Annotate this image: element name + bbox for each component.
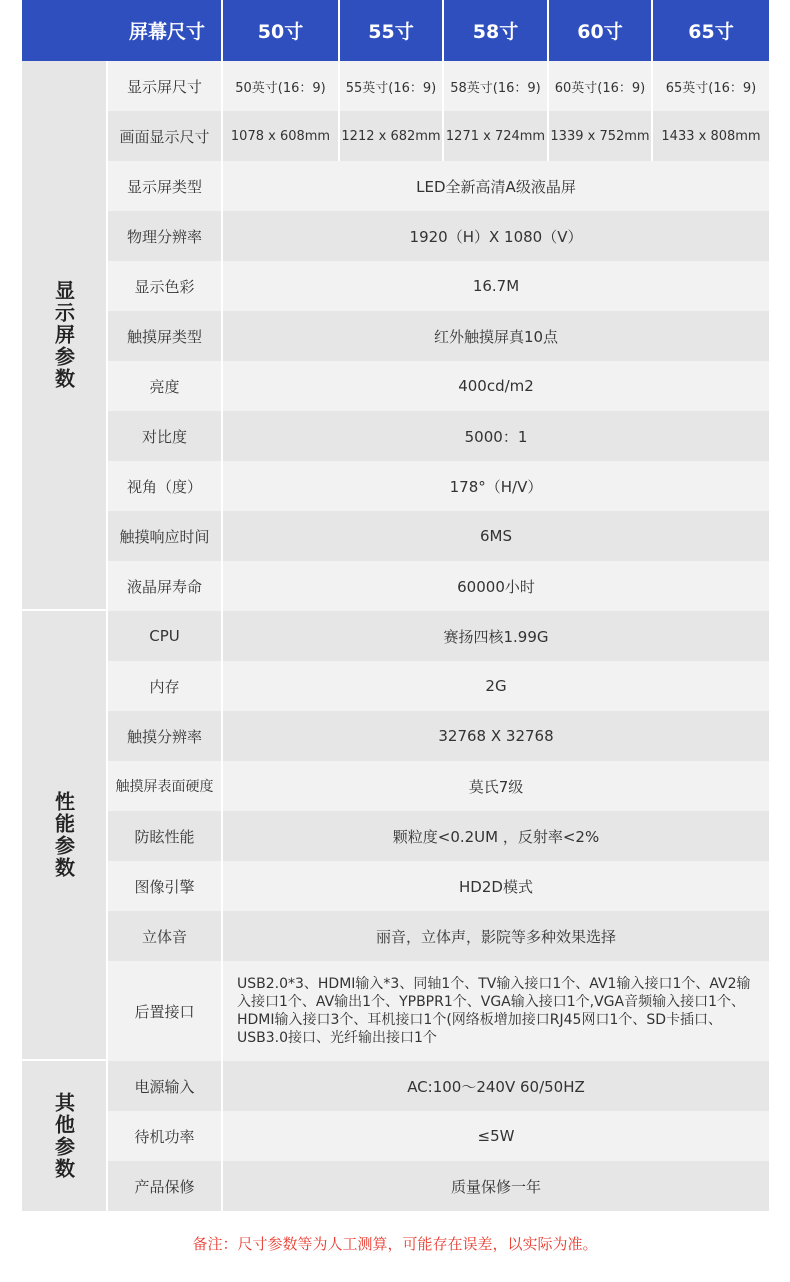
group-performance: 性能参数 [22,611,106,1061]
row-label: 对比度 [106,411,221,461]
cell-value: 400cd/m2 [221,361,769,411]
group-display: 显示屏参数 [22,61,106,611]
header-title: 屏幕尺寸 [106,0,221,61]
row-label: 电源输入 [106,1061,221,1111]
cell-value: LED全新高清A级液晶屏 [221,161,769,211]
header-size-55: 55寸 [338,0,442,61]
row-label: 触摸屏类型 [106,311,221,361]
header-spacer [22,0,106,61]
row-label: 液晶屏寿命 [106,561,221,611]
cell-value: 1339 x 752mm [547,111,651,161]
cell-value: 1078 x 608mm [221,111,338,161]
header-size-65: 65寸 [651,0,769,61]
footnote: 备注：尺寸参数等为人工测算，可能存在误差，以实际为准。 [192,1235,598,1253]
cell-value: 1920（H）X 1080（V） [221,211,769,261]
cell-value: 2G [221,661,769,711]
cell-value: 65英寸(16：9) [651,61,769,111]
cell-value: 60英寸(16：9) [547,61,651,111]
cell-value: AC:100～240V 60/50HZ [221,1061,769,1111]
cell-value: HD2D模式 [221,861,769,911]
cell-value: 颗粒度<0.2UM ，反射率<2% [221,811,769,861]
row-label: 触摸响应时间 [106,511,221,561]
row-label: 显示色彩 [106,261,221,311]
cell-value: 16.7M [221,261,769,311]
spec-table [22,0,769,1211]
cell-value: 6MS [221,511,769,561]
row-label: 物理分辨率 [106,211,221,261]
cell-value: 丽音，立体声，影院等多种效果选择 [221,911,769,961]
row-label: 显示屏类型 [106,161,221,211]
row-label: 防眩性能 [106,811,221,861]
cell-value: 60000小时 [221,561,769,611]
row-label: CPU [106,611,221,661]
cell-value: 1433 x 808mm [651,111,769,161]
row-label: 触摸分辨率 [106,711,221,761]
cell-value: 质量保修一年 [221,1161,769,1211]
row-label: 产品保修 [106,1161,221,1211]
row-label: 显示屏尺寸 [106,61,221,111]
cell-value: 赛扬四核1.99G [221,611,769,661]
cell-value: 50英寸(16：9) [221,61,338,111]
group-other: 其他参数 [22,1061,106,1211]
row-label: 立体音 [106,911,221,961]
row-label: 触摸屏表面硬度 [106,761,221,811]
cell-value: 5000：1 [221,411,769,461]
cell-value: 58英寸(16：9) [442,61,547,111]
row-label: 视角（度） [106,461,221,511]
row-label: 图像引擎 [106,861,221,911]
cell-value: 莫氏7级 [221,761,769,811]
cell-value: ≤5W [221,1111,769,1161]
cell-value: 178°（H/V） [221,461,769,511]
row-label: 亮度 [106,361,221,411]
cell-value: USB2.0*3、HDMI输入*3、同轴1个、TV输入接口1个、AV1输入接口1个、AV2输入接口1个、AV输出1个、YPBPR1个、VGA输入接口1个,VGA音频输入接口1个、HDMI输入接口3个、耳机接口1个(网络板增加接口RJ45网口1个、SD卡插口、USB3.0接口、光纤输出接口1个 [221,961,769,1061]
row-label: 内存 [106,661,221,711]
cell-value: 32768 X 32768 [221,711,769,761]
cell-value: 红外触摸屏真10点 [221,311,769,361]
header-size-60: 60寸 [547,0,651,61]
header-size-50: 50寸 [221,0,338,61]
row-label: 待机功率 [106,1111,221,1161]
cell-value: 1212 x 682mm [338,111,442,161]
cell-value: 1271 x 724mm [442,111,547,161]
row-label: 后置接口 [106,961,221,1061]
header-size-58: 58寸 [442,0,547,61]
cell-value: 55英寸(16：9) [338,61,442,111]
row-label: 画面显示尺寸 [106,111,221,161]
